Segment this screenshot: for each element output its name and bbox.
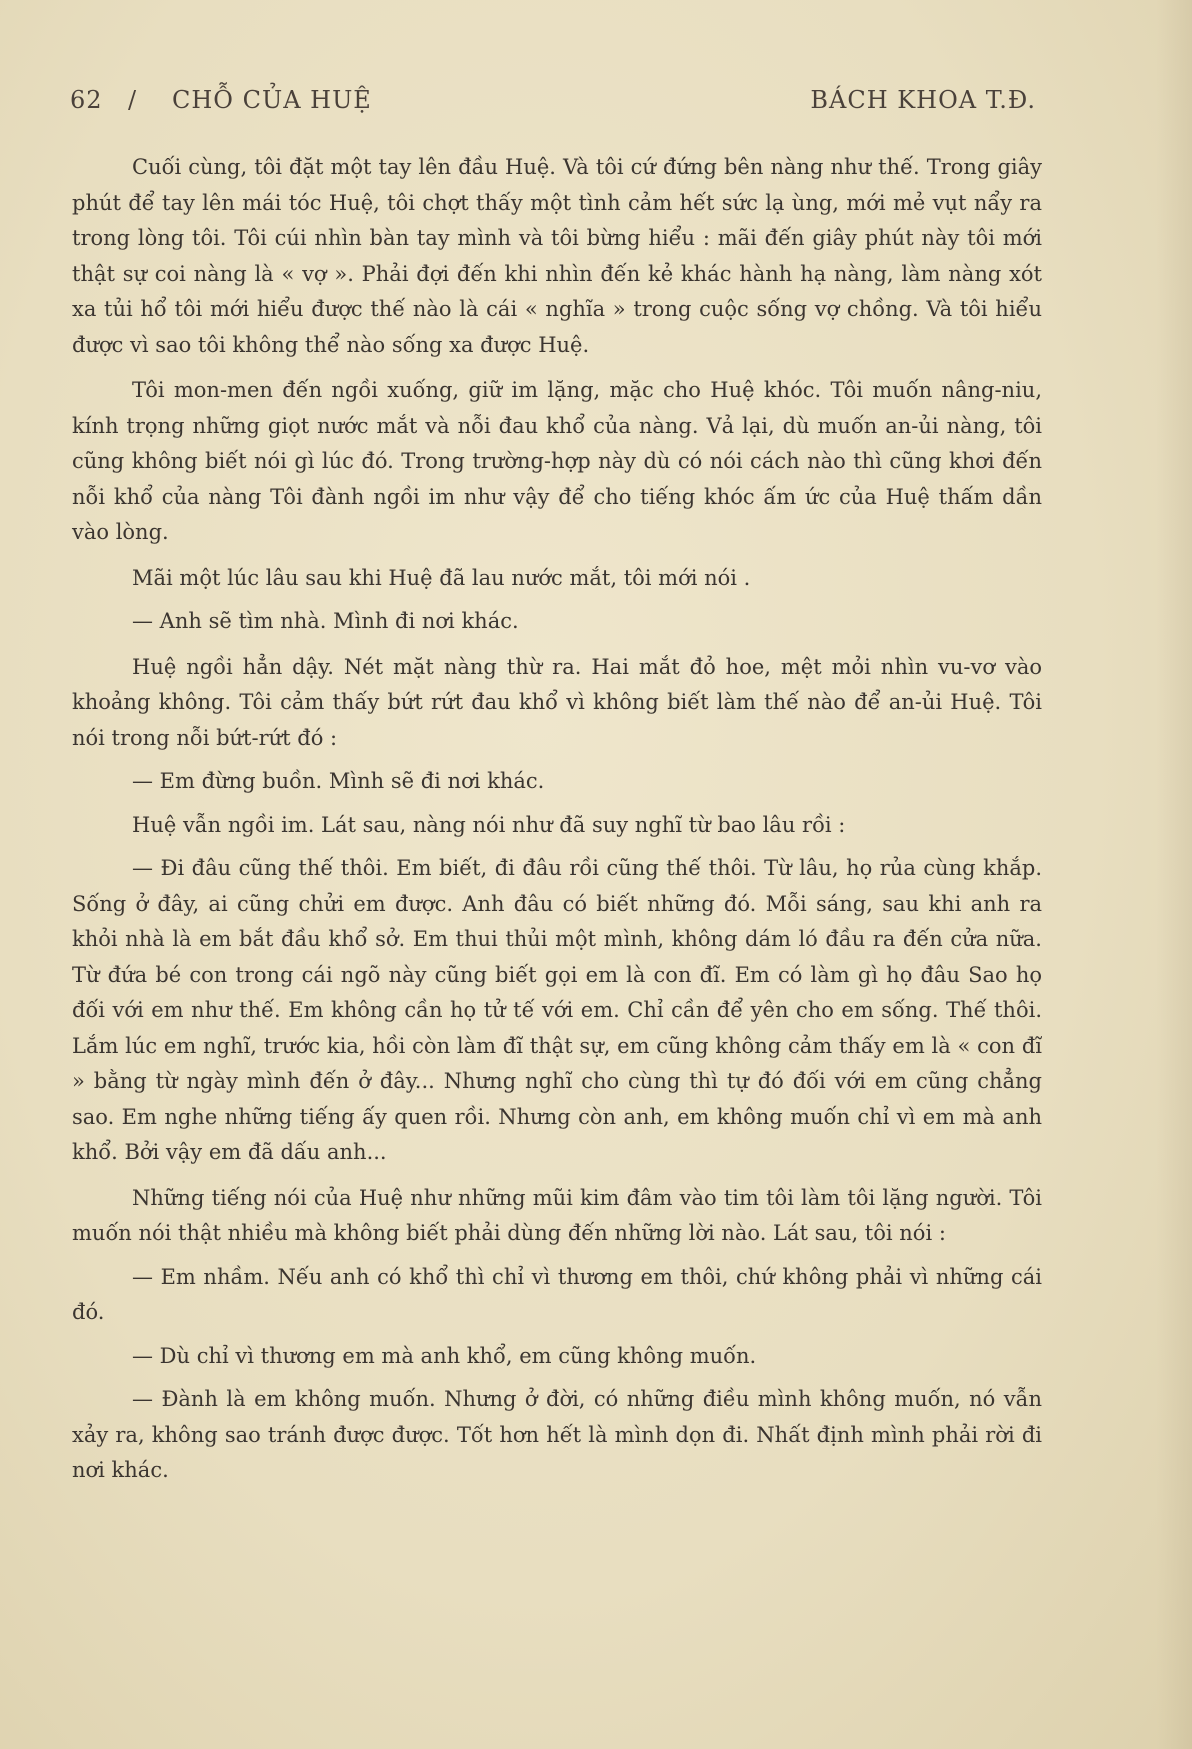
dialogue-line: — Đành là em không muốn. Nhưng ở đời, có những điều mình không muốn, nó vẫn xảy ra, không sao tránh được được. Tốt hơn hết là mình dọn đi. Nhất định mình phải rời đi nơi khác. <box>72 1387 1042 1482</box>
author-name: BÁCH KHOA T.Đ. <box>810 86 1036 114</box>
dialogue-line: — Em đừng buồn. Mình sẽ đi nơi khác. <box>132 769 545 793</box>
paragraph: Những tiếng nói của Huệ như những mũi kim đâm vào tim tôi làm tôi lặng người. Tôi muốn nói thật nhiều mà không biết phải dùng đến những lời nào. Lát sau, tôi nói : <box>72 1185 1042 1245</box>
header-separator: / <box>128 86 138 114</box>
paragraph: Huệ ngồi hẳn dậy. Nét mặt nàng thừ ra. Hai mắt đỏ hoe, mệt mỏi nhìn vu-vơ vào khoảng không. Tôi cảm thấy bứt rứt đau khổ vì không biết làm thế nào để an-ủi Huệ. Tôi nói trong nỗi bứt-rứt đó : <box>72 654 1042 750</box>
dialogue-line: — Em nhầm. Nếu anh có khổ thì chỉ vì thương em thôi, chứ không phải vì những cái đó. <box>72 1264 1042 1324</box>
paragraph: Tôi mon-men đến ngồi xuống, giữ im lặng, mặc cho Huệ khóc. Tôi muốn nâng-niu, kính trọng những giọt nước mắt và nỗi đau khổ của nàng. Vả lại, dù muốn an-ủi nàng, tôi cũng không biết nói gì lúc đó. Trong trường-hợp này dù có nói cách nào thì cũng khơi đến nỗi khổ của nàng Tôi đành ngồi im như vậy để cho tiếng khóc ấm ức của Huệ thấm dần vào lòng. <box>72 378 1042 544</box>
paragraph: Huệ vẫn ngồi im. Lát sau, nàng nói như đã suy nghĩ từ bao lâu rồi : <box>132 812 846 837</box>
dialogue-line: — Đi đâu cũng thế thôi. Em biết, đi đâu rồi cũng thế thôi. Từ lâu, họ rủa cùng khắp. Sống ở đây, ai cũng chửi em được. Anh đâu có biết những đó. Mỗi sáng, sau khi anh ra khỏi nhà là em bắt đầu khổ sở. Em thui thủi một mình, không dám ló đầu ra đến cửa nữa. Từ đứa bé con trong cái ngõ này cũng biết gọi em là con đĩ. Em có làm gì họ đâu Sao họ đối với em như thế. Em không cần họ tử tế với em. Chỉ cần để yên cho em sống. Thế thôi. Lắm lúc em nghĩ, trước kia, hồi còn làm đĩ thật sự, em cũng không cảm thấy em là « con đĩ » bằng từ ngày mình đến ở đây... Nhưng nghĩ cho cùng thì tự đó đối với em cũng chẳng sao. Em nghe những tiếng ấy quen rồi. Nhưng còn anh, em không muốn chỉ vì em mà anh khổ. Bởi vậy em đã dấu anh... <box>72 856 1042 1164</box>
dialogue-line: — Anh sẽ tìm nhà. Mình đi nơi khác. <box>132 609 519 633</box>
dialogue-line: — Dù chỉ vì thương em mà anh khổ, em cũng không muốn. <box>132 1343 757 1368</box>
page-edge-shadow <box>1156 0 1192 1749</box>
paragraph: Cuối cùng, tôi đặt một tay lên đầu Huệ. Và tôi cứ đứng bên nàng như thế. Trong giây phút để tay lên mái tóc Huệ, tôi chợt thấy một tình cảm hết sức lạ ùng, mới mẻ vụt nẩy ra trong lòng tôi. Tôi cúi nhìn bàn tay mình và tôi bừng hiểu : mãi đến giây phút này tôi mới thật sự coi nàng là « vợ ». Phải đợi đến khi nhìn đến kẻ khác hành hạ nàng, làm nàng xót xa tủi hổ tôi mới hiểu được thế nào là cái « nghĩa » trong cuộc sống vợ chồng. Và tôi hiểu được vì sao tôi không thể nào sống xa được Huệ. <box>72 155 1042 357</box>
paragraph: Mãi một lúc lâu sau khi Huệ đã lau nước mắt, tôi mới nói . <box>132 565 751 590</box>
body-text <box>72 150 1042 1489</box>
section-title: CHỖ CỦA HUỆ <box>172 86 372 114</box>
page-number: 62 <box>70 86 103 114</box>
